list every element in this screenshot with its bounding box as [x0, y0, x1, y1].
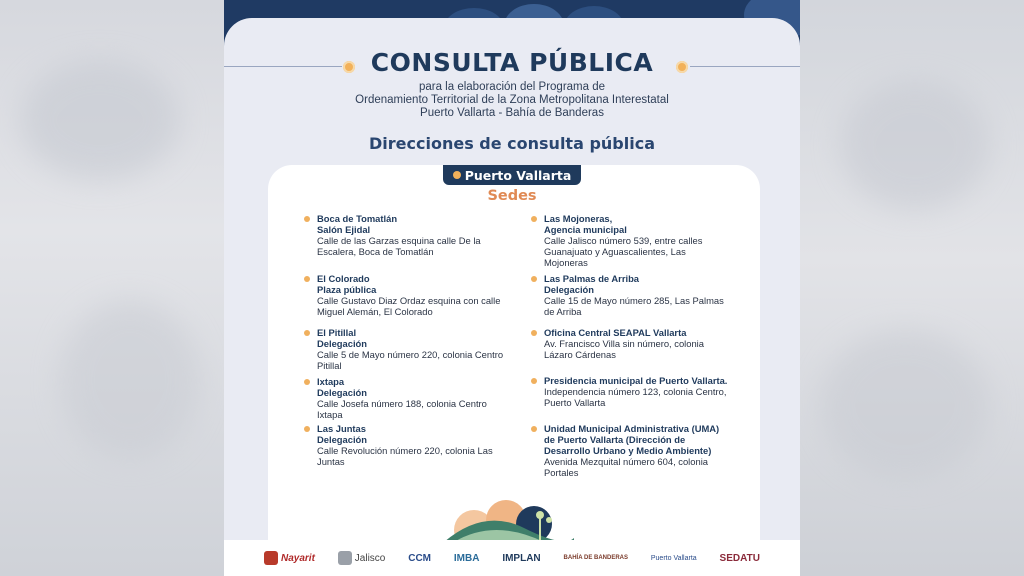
sede-entry [531, 273, 731, 317]
sede-venue: Plaza pública [317, 284, 377, 295]
sede-name: Las Mojoneras, [544, 213, 613, 224]
blurred-background-left [0, 0, 224, 576]
logo-ccm: CCM [408, 552, 432, 564]
sede-name: Oficina Central SEAPAL Vallarta [544, 327, 687, 338]
sede-entry [531, 375, 731, 408]
sede-entry [304, 376, 514, 420]
bullet-icon [304, 426, 310, 432]
bullet-icon [304, 216, 310, 222]
logo-sedatu: SEDATU [719, 552, 760, 564]
sede-entry [304, 213, 514, 257]
page-subtitle [224, 81, 800, 121]
sede-venue: Delegación [317, 387, 368, 398]
municipality-label: Puerto Vallarta [464, 167, 572, 183]
nayarit-seal-icon [264, 551, 278, 565]
sede-name: Presidencia municipal de Puerto Vallarta. [544, 375, 728, 386]
subtitle-line: para la elaboración del Programa de [418, 81, 606, 93]
sede-address: Calle de las Garzas esquina calle De la Escalera, Boca de Tomatlán [317, 235, 481, 257]
subtitle-line: Puerto Vallarta - Bahía de Banderas [420, 107, 604, 120]
bullet-icon [531, 378, 537, 384]
blurred-background-right [800, 0, 1024, 576]
bullet-icon [304, 379, 310, 385]
poster [224, 0, 800, 576]
subtitle-line: Ordenamiento Territorial de la Zona Metropolitana Interestatal [355, 94, 669, 107]
sede-address: Calle 15 de Mayo número 285, Las Palmas de Arriba [544, 295, 724, 317]
bullet-icon [531, 330, 537, 336]
sede-venue: Salón Ejidal [317, 224, 371, 235]
sede-name: Boca de Tomatlán [317, 213, 398, 224]
bullet-icon [531, 216, 537, 222]
sede-address: Avenida Mezquital número 604, colonia Portales [544, 456, 708, 478]
sede-entry [304, 273, 514, 317]
sede-venue: Delegación [317, 338, 368, 349]
sede-name: El Pitillal [317, 327, 357, 338]
sede-address: Calle Josefa número 188, colonia Centro Ixtapa [317, 398, 487, 420]
logo-bahia-de-banderas: BAHÍA DE BANDERAS [563, 555, 628, 561]
logo-jalisco: Jalisco [338, 551, 386, 565]
logo-implan: IMPLAN [502, 552, 541, 564]
jalisco-seal-icon [338, 551, 352, 565]
footer-logos [224, 540, 800, 576]
sede-entry [531, 423, 731, 478]
bullet-icon [531, 276, 537, 282]
page-title: CONSULTA PÚBLICA [370, 48, 654, 77]
sede-venue: Delegación [544, 284, 595, 295]
hills-illustration [444, 498, 574, 542]
sede-venue: Agencia municipal [544, 224, 627, 235]
sede-address: Av. Francisco Villa sin número, colonia Lázaro Cárdenas [544, 338, 704, 360]
sedes-heading: Sedes [487, 188, 537, 204]
bullet-icon [304, 330, 310, 336]
sede-name: El Colorado [317, 273, 370, 284]
sede-entry [531, 213, 731, 268]
sede-address: Calle Gustavo Diaz Ordaz esquina con calle Miguel Alemán, El Colorado [317, 295, 501, 317]
bullet-icon [531, 426, 537, 432]
sede-entry [531, 327, 731, 360]
tab-dot-icon [453, 171, 461, 179]
sede-name: Ixtapa [317, 376, 345, 387]
logo-puerto-vallarta: Puerto Vallarta [650, 554, 697, 562]
bullet-icon [304, 276, 310, 282]
sede-address: Independencia número 123, colonia Centro, Puerto Vallarta [544, 386, 727, 408]
sede-name: Las Palmas de Arriba [544, 273, 640, 284]
sede-address: Calle Jalisco número 539, entre calles Guanajuato y Aguascalientes, Las Mojoneras [544, 235, 703, 268]
logo-imba: IMBA [453, 552, 480, 564]
sede-address: Calle 5 de Mayo número 220, colonia Centro Pitillal [317, 349, 504, 371]
sede-entry [304, 327, 514, 371]
sede-venue: Delegación [317, 434, 368, 445]
section-title: Direcciones de consulta pública [369, 134, 655, 153]
sede-name: Unidad Municipal Administrativa (UMA) de Puerto Vallarta (Dirección de Desarrollo Urbano y Medio Ambiente) [544, 423, 720, 456]
municipality-tab [443, 165, 581, 185]
logo-nayarit: Nayarit [264, 551, 315, 565]
sede-name: Las Juntas [317, 423, 366, 434]
sede-entry [304, 423, 514, 467]
sede-address: Calle Revolución número 220, colonia Las Juntas [317, 445, 493, 467]
